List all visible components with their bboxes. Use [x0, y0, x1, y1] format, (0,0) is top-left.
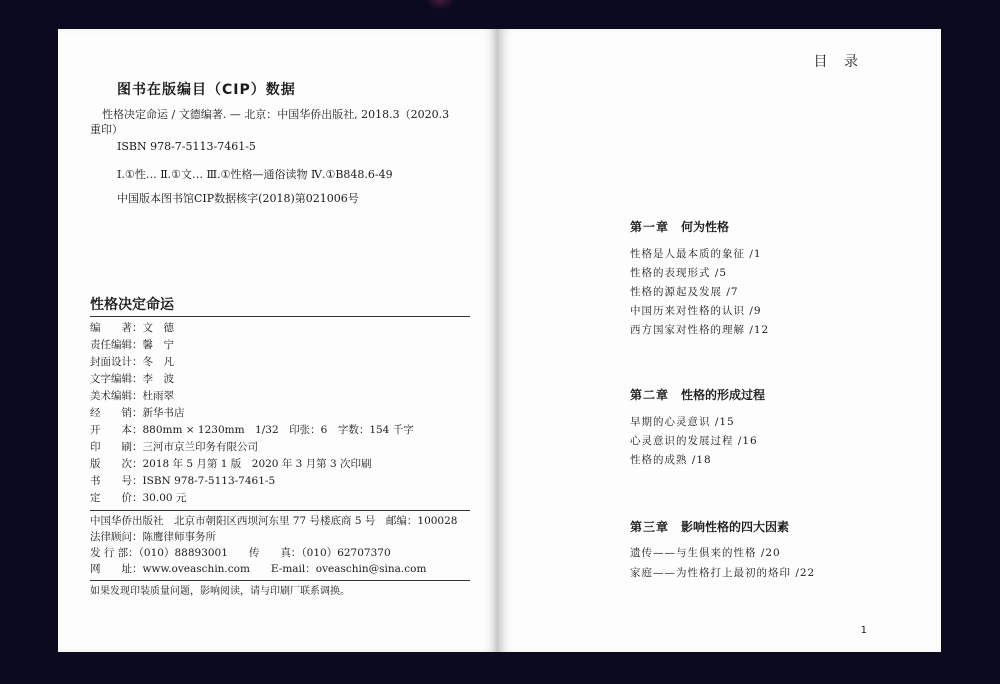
info-row-art-editor: 美术编辑：杜雨翠: [90, 390, 174, 402]
chapter-3-heading: [630, 518, 789, 535]
cip-classification: Ⅰ.①性… Ⅱ.①文… Ⅲ.①性格—通俗读物 Ⅳ.①B848.6-49: [117, 168, 393, 181]
cip-title: 图书在版编目（CIP）数据: [117, 82, 296, 98]
cip-description-cont: 重印）: [90, 123, 123, 136]
divider: [90, 580, 470, 581]
info-row-editor: 责任编辑：馨 宁: [90, 339, 174, 351]
toc-item: 心灵意识的发展过程 /16: [630, 435, 758, 447]
info-row-printer: 印 刷：三河市京兰印务有限公司: [90, 441, 258, 453]
cip-isbn: ISBN 978-7-5113-7461-5: [117, 140, 256, 153]
info-row-edition: 版 次：2018 年 5 月第 1 版 2020 年 3 月第 3 次印刷: [90, 458, 372, 470]
chapter-number: 第一章: [630, 220, 670, 234]
info-row-cover-design: 封面设计：冬 凡: [90, 356, 174, 368]
toc-item: 性格是人最本质的象征 /1: [630, 248, 762, 260]
chapter-title: 性格的形成过程: [681, 388, 766, 402]
toc-item: 遗传——与生俱来的性格 /20: [630, 547, 781, 559]
toc-item: 中国历来对性格的认识 /9: [630, 305, 762, 317]
chapter-1-heading: [630, 218, 729, 235]
top-glow: [425, 0, 455, 10]
toc-item: 性格的表现形式 /5: [630, 267, 728, 279]
info-row-price: 定 价：30.00 元: [90, 492, 187, 504]
copyright-page: [58, 29, 498, 652]
toc-page: [498, 29, 941, 652]
info-row-text-editor: 文字编辑：李 波: [90, 373, 174, 385]
toc-title: 目 录: [813, 54, 864, 70]
chapter-title: 影响性格的四大因素: [681, 520, 790, 534]
toc-item: 性格的源起及发展 /7: [630, 286, 739, 298]
chapter-number: 第二章: [630, 388, 670, 402]
cip-description: 性格决定命运 / 文德编著. — 北京：中国华侨出版社, 2018.3（2020.3: [102, 108, 450, 121]
contact-web: 网 址：www.oveaschin.com E-mail：oveaschin@sina.com: [90, 563, 427, 575]
page-number: 1: [860, 625, 867, 636]
divider: [90, 510, 470, 511]
info-row-format: 开 本：880mm × 1230mm 1/32 印张：6 字数：154 千字: [90, 424, 414, 436]
toc-item: 西方国家对性格的理解 /12: [630, 324, 770, 336]
divider: [90, 316, 470, 317]
publisher-address: 中国华侨出版社 北京市朝阳区西坝河东里 77 号楼底商 5 号 邮编：100028: [90, 515, 458, 527]
cip-number: 中国版本图书馆CIP数据核字(2018)第021006号: [117, 192, 359, 205]
info-row-isbn: 书 号：ISBN 978-7-5113-7461-5: [90, 475, 276, 487]
toc-item: 性格的成熟 /18: [630, 454, 712, 466]
info-row-distributor: 经 销：新华书店: [90, 407, 185, 419]
legal-counsel: 法律顾问：陈鹰律师事务所: [90, 531, 216, 543]
toc-item: 家庭——为性格打上最初的烙印 /22: [630, 567, 816, 579]
book-title: 性格决定命运: [90, 297, 174, 313]
contact-phone: 发 行 部：（010）88893001 传 真：（010）62707370: [90, 547, 391, 559]
quality-notice: 如果发现印装质量问题，影响阅读，请与印刷厂联系调换。: [90, 586, 350, 597]
info-row-author: 编 著：文 德: [90, 322, 174, 334]
chapter-title: 何为性格: [681, 220, 730, 234]
toc-item: 早期的心灵意识 /15: [630, 416, 735, 428]
chapter-number: 第三章: [630, 520, 670, 534]
chapter-2-heading: [630, 386, 765, 403]
